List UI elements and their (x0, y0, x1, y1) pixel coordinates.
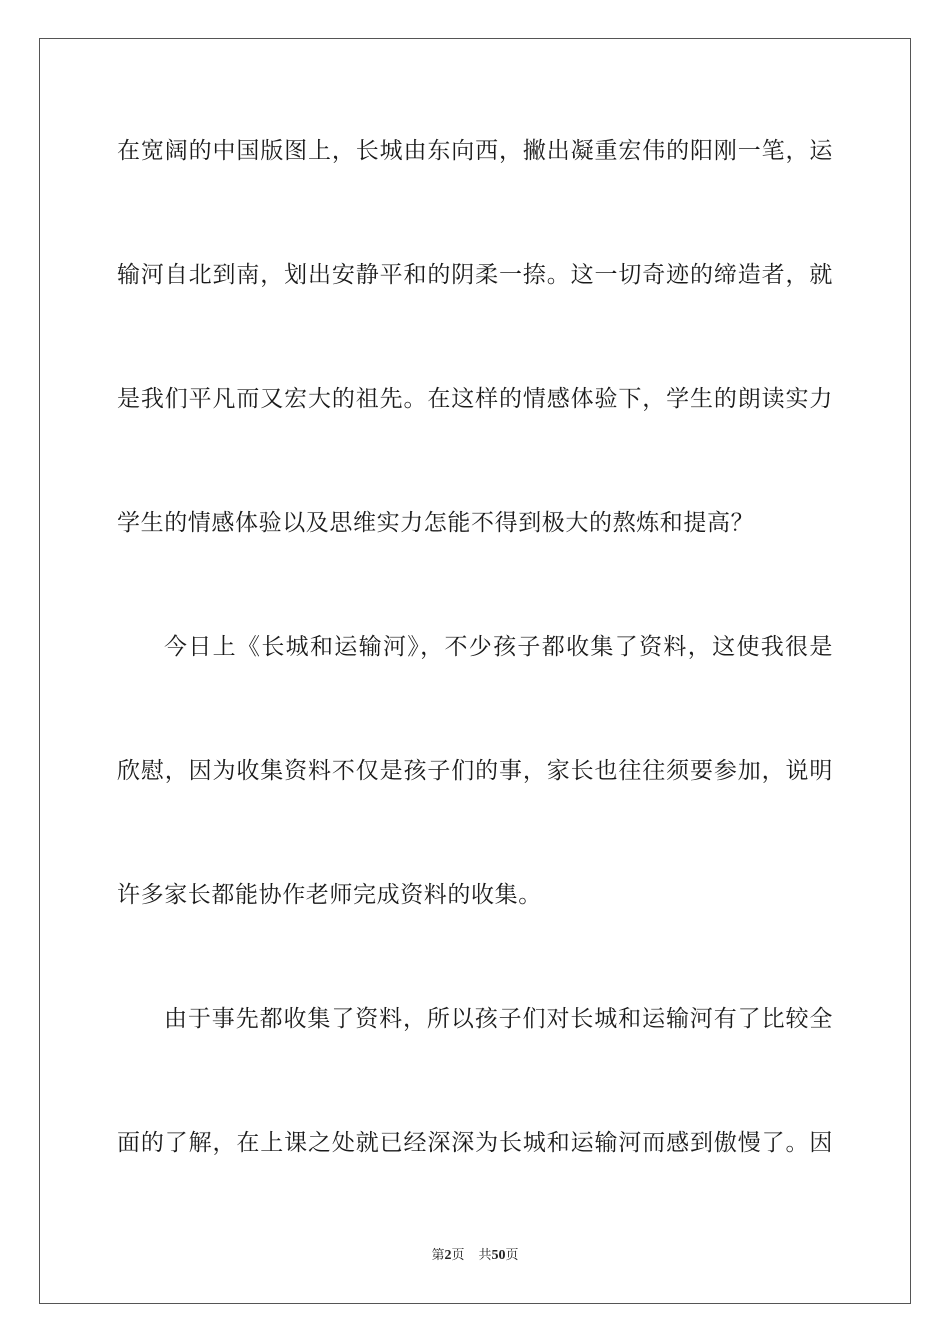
text-line: 欣慰，因为收集资料不仅是孩子们的事，家长也往往须要参加，说明 (117, 758, 833, 784)
text-line: 由于事先都收集了资料，所以孩子们对长城和运输河有了比较全 (164, 1006, 833, 1032)
text-line: 在宽阔的中国版图上，长城由东向西，撇出凝重宏伟的阳刚一笔，运 (117, 138, 833, 164)
total-suffix: 页 (505, 1248, 519, 1263)
page-current: 2 (444, 1248, 452, 1263)
total-prefix: 共 (478, 1248, 492, 1263)
page-suffix: 页 (451, 1248, 465, 1263)
text-line: 输河自北到南，划出安静平和的阴柔一捺。这一切奇迹的缔造者，就 (117, 262, 833, 288)
text-line: 许多家长都能协作老师完成资料的收集。 (117, 882, 542, 908)
text-line: 是我们平凡而又宏大的祖先。在这样的情感体验下，学生的朗读实力 (117, 386, 833, 412)
page-prefix: 第 (431, 1248, 445, 1263)
page-border (39, 38, 911, 1304)
page-total: 50 (491, 1248, 506, 1263)
text-line: 今日上《长城和运输河》，不少孩子都收集了资料，这使我很是 (164, 634, 833, 660)
text-line: 学生的情感体验以及思维实力怎能不得到极大的熬炼和提高？ (117, 510, 755, 536)
page-footer (0, 1247, 950, 1265)
text-line: 面的了解，在上课之处就已经深深为长城和运输河而感到傲慢了。因 (117, 1130, 833, 1156)
